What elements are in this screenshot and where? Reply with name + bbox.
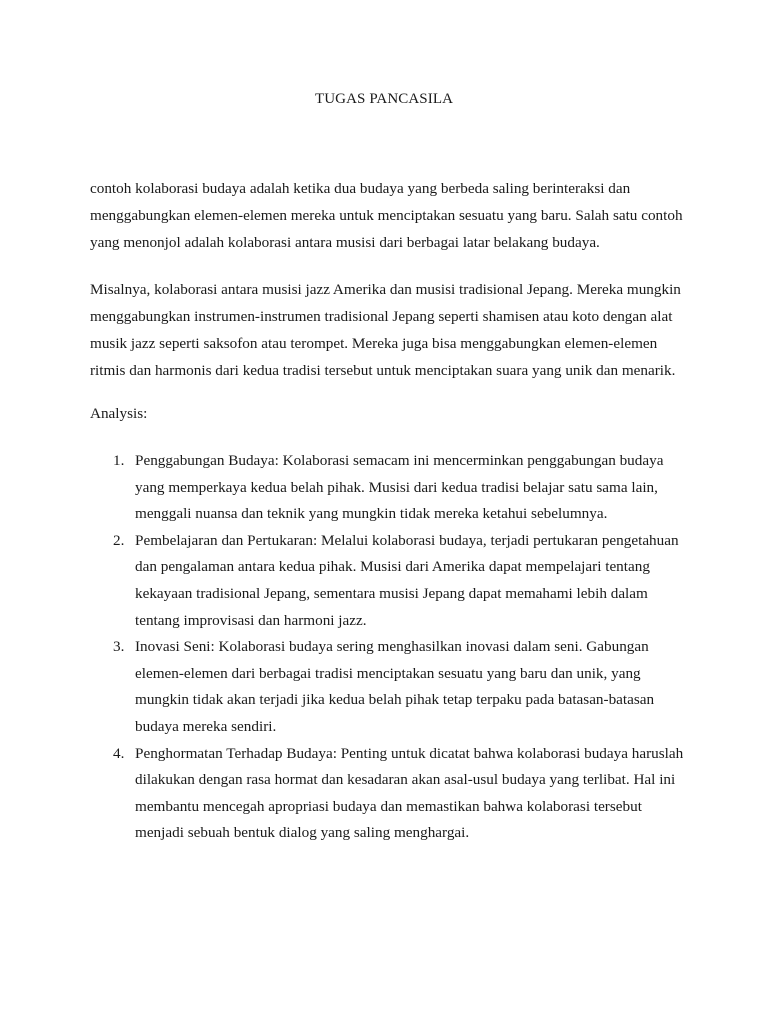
list-item-number: 4. (113, 744, 125, 762)
list-item-number: 3. (113, 638, 125, 656)
list-item (90, 528, 690, 634)
list-item (90, 634, 690, 740)
document-title: TUGAS PANCASILA (314, 91, 454, 107)
list-item-number: 1. (113, 452, 125, 469)
paragraph-analysis-heading: Analysis: (90, 405, 148, 422)
list-item-text: Penggabungan Budaya: Kolaborasi semacam ini mencerminkan penggabungan budaya yang memperkaya kedua belah pihak. Musisi dari kedua tradisi belajar satu sama lain, menggali nuansa dan teknik yang mungkin tidak mereka ketahui sebelumnya. (135, 452, 664, 523)
paragraph-example: Misalnya, kolaborasi antara musisi jazz Amerika dan musisi tradisional Jepang. Mereka mungkin menggabungkan instrumen-instrumen tradisional Jepang seperti shamisen atau koto dengan alat musik jazz seperti saksofon atau terompet. Mereka juga bisa menggabungkan elemen-elemen ritmis dan harmonis dari kedua tradisi tersebut untuk menciptakan suara yang unik dan menarik. (90, 281, 681, 379)
list-item-text: Penghormatan Terhadap Budaya: Penting untuk dicatat bahwa kolaborasi budaya haruslah dilakukan dengan rasa hormat dan kesadaran akan asal-usul budaya yang terlibat. Hal ini membantu mencegah apropriasi budaya dan memastikan bahwa kolaborasi tersebut menjadi sebuah bentuk dialog yang saling menghargai. (135, 744, 684, 842)
list-item (90, 741, 690, 847)
list-item-text: Inovasi Seni: Kolaborasi budaya sering menghasilkan inovasi dalam seni. Gabungan elemen-elemen dari berbagai tradisi menciptakan sesuatu yang baru dan unik, yang mungkin tidak akan terjadi jika kedua belah pihak tetap terpaku pada batasan-batasan budaya mereka sendiri. (135, 638, 655, 735)
list-item-number: 2. (113, 531, 125, 549)
paragraph-intro: contoh kolaborasi budaya adalah ketika dua budaya yang berbeda saling berinteraksi dan menggabungkan elemen-elemen mereka untuk menciptakan sesuatu yang baru. Salah satu contoh yang menonjol adalah kolaborasi antara musisi dari berbagai latar belakang budaya. (90, 180, 683, 251)
list-item (90, 448, 690, 528)
analysis-list (90, 448, 690, 847)
list-item-text: Pembelajaran dan Pertukaran: Melalui kolaborasi budaya, terjadi pertukaran pengetahuan dan pengalaman antara kedua pihak. Musisi dari Amerika dapat mempelajari tentang kekayaan tradisional Jepang, sementara musisi Jepang dapat memahami lebih dalam tentang improvisasi dan harmoni jazz. (135, 531, 679, 629)
